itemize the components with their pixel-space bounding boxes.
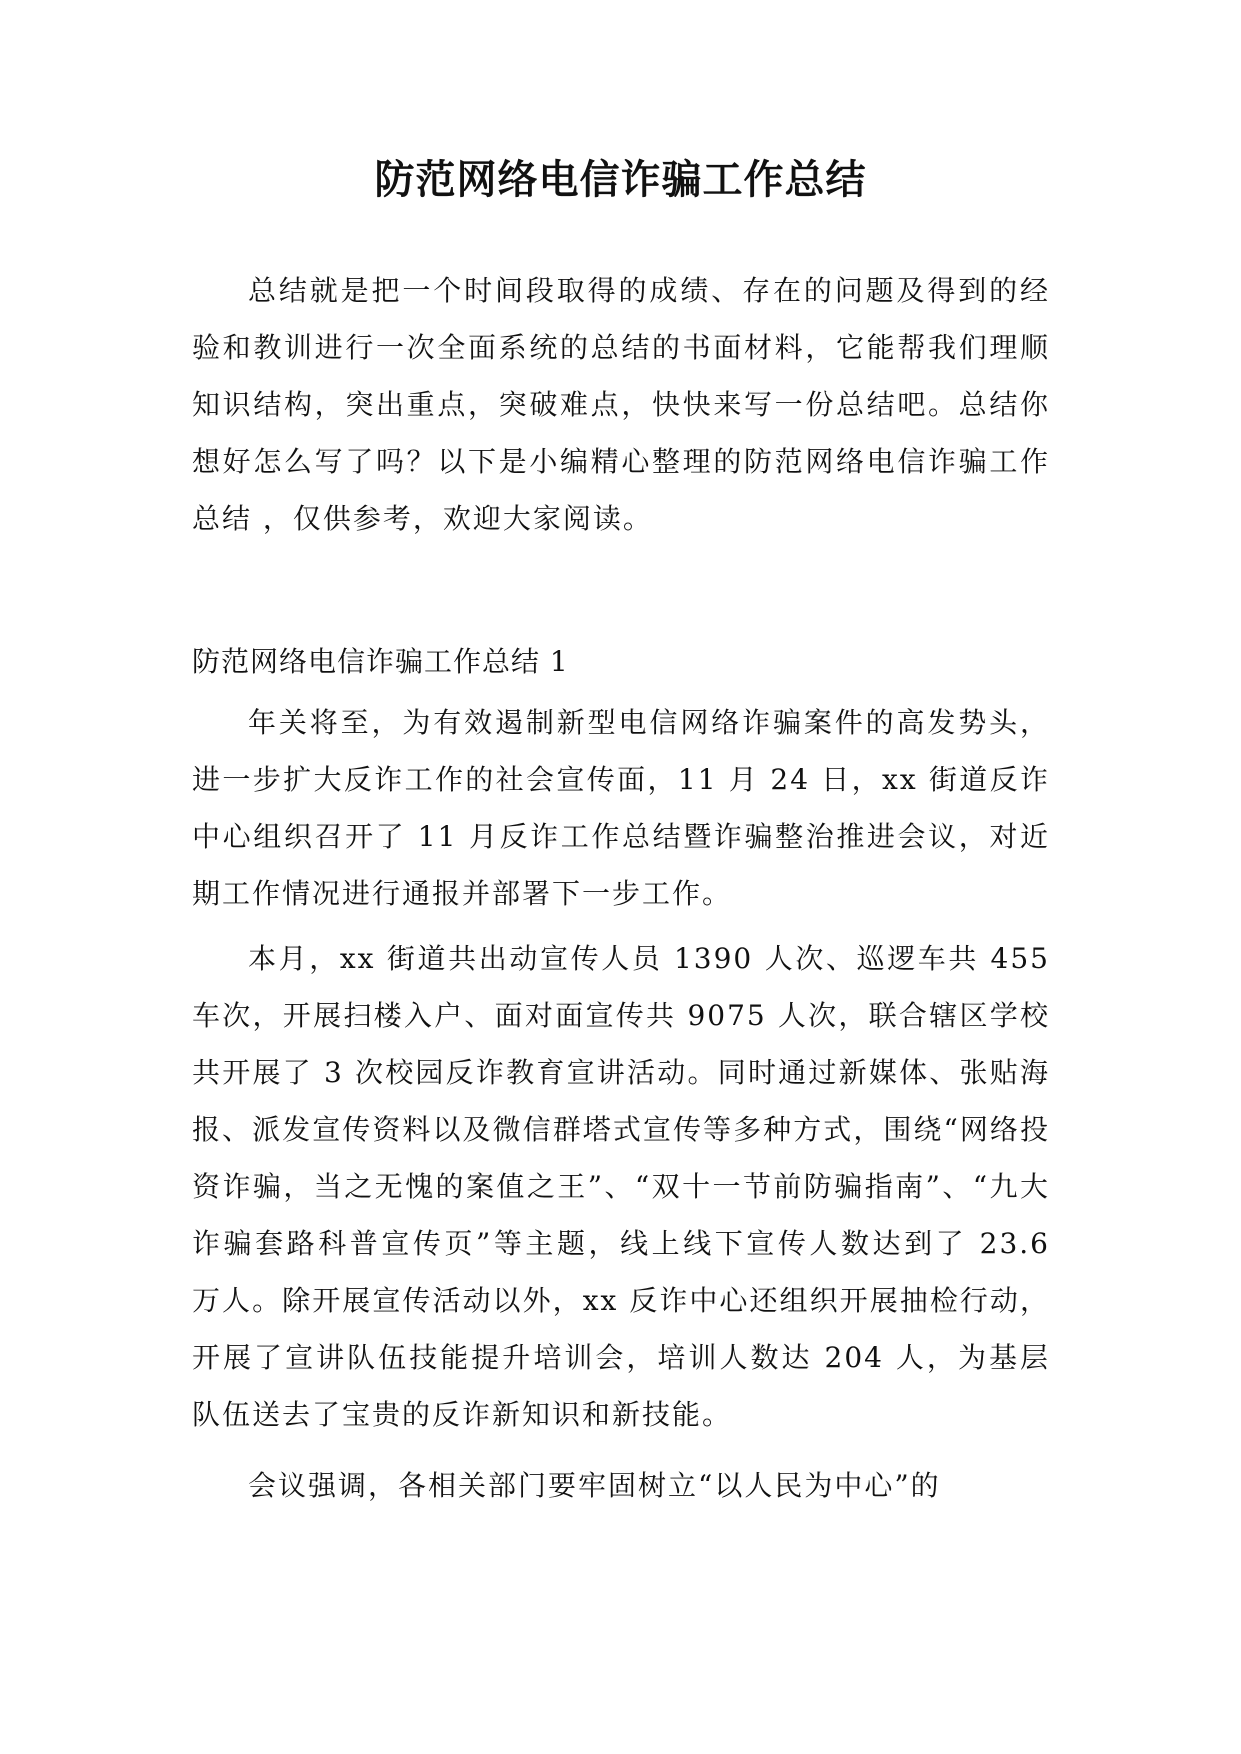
- body-paragraph-3: 会议强调，各相关部门要牢固树立“以人民为中心”的: [248, 1469, 941, 1502]
- body-paragraph-2: 本月，xx 街道共出动宣传人员 1390 人次、巡逻车共 455 车次，开展扫楼入户、面对面宣传共 9075 人次，联合辖区学校共开展了 3 次校园反诈教育宣讲活动。同时通过新媒体、张贴海报、派发宣传资料以及微信群塔式宣传等多种方式，围绕“网络投资诈骗，当之无愧的案值之王”、“双十一节前防骗指南”、“九大诈骗套路科普宣传页”等主题，线上线下宣传人数达到了 23.6 万人。除开展宣传活动以外，xx 反诈中心还组织开展抽检行动，开展了宣讲队伍技能提升培训会，培训人数达 204 人，为基层队伍送去了宝贵的反诈新知识和新技能。: [192, 942, 1050, 1431]
- body-paragraph-1: 年关将至，为有效遏制新型电信网络诈骗案件的高发势头，进一步扩大反诈工作的社会宣传面，11 月 24 日，xx 街道反诈中心组织召开了 11 月反诈工作总结暨诈骗整治推进会议，对近期工作情况进行通报并部署下一步工作。: [192, 706, 1050, 910]
- section-heading: 防范网络电信诈骗工作总结 1: [192, 645, 569, 678]
- document-title: 防范网络电信诈骗工作总结: [374, 156, 867, 203]
- intro-paragraph: 总结就是把一个时间段取得的成绩、存在的问题及得到的经验和教训进行一次全面系统的总结的书面材料，它能帮我们理顺知识结构，突出重点，突破难点，快快来写一份总结吧。总结你想好怎么写了吗？以下是小编精心整理的防范网络电信诈骗工作总结 ，仅供参考，欢迎大家阅读。: [192, 274, 1050, 535]
